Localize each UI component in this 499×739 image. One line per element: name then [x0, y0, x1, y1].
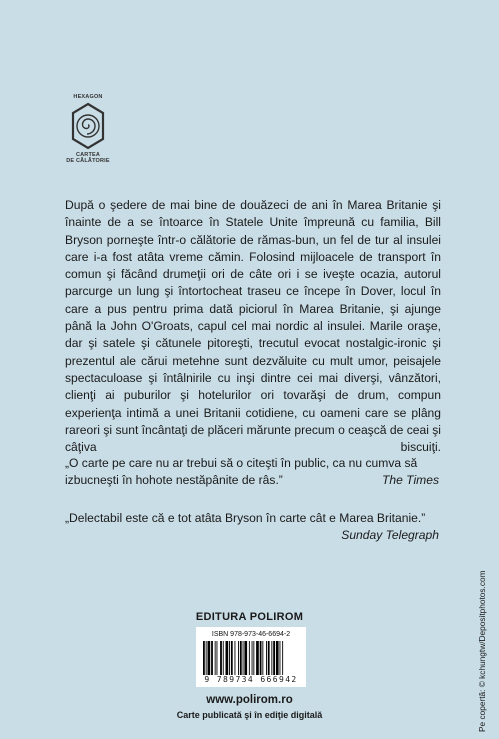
logo-bottom-line-2: DE CĂLĂTORIE [66, 158, 110, 164]
logo-bottom-text [64, 152, 112, 164]
publisher-name: EDITURA POLIROM [195, 611, 304, 623]
book-description: După o şedere de mai bine de douăzeci de ani în Marea Britanie şi înainte de a se întoarce în Statele Unite împreună cu familia, Bill Bryson porneşte într-o călătorie de rămas-bun, un fel de tur al insulei care i-a fost atâta vreme cămin. Folosind mijloacele de transport în comun şi făcând drumeţii ori de câte ori i se iveşte ocazia, autorul parcurge un lung şi întortocheat traseu ce începe în Dover, locul în care a pus pentru prima dată piciorul în Marea Britanie, şi ajunge până la John O'Groats, capul cel mai nordic al insulei. Marile oraşe, dar şi satele şi cătunele pitoreşti, trecutul evocat nostalgic-ironic şi prezentul ale cărui metehne sunt dezvăluite cu mult umor, peisajele spectaculoase şi întâlnirile cu inşi dintre cei mai diverşi, vânzători, clienţi ai puburilor şi hotelurilor ori tovarăşi de drum, compun experienţa intimă a unei Britanii cotidiene, cu oameni care se plâng rareori şi sunt încântaţi de plăceri mărunte precum o ceaşcă de ceai şi câţiva biscuiţi. [65, 198, 441, 455]
barcode-digits: 9 789734 666942 [204, 675, 298, 684]
website-link[interactable]: www.polirom.ro [206, 694, 293, 706]
digital-edition-note: Carte publicată şi în ediţie digitală [176, 710, 323, 720]
barcode [202, 641, 300, 675]
review-quote-1: „O carte pe care nu ar trebui să o citeşti în public, ca nu cumva să izbucneşti în hohote nestăpânite de râs.” [65, 456, 418, 488]
review-source-2: Sunday Telegraph [341, 528, 439, 542]
cover-credit: Pe copertă: © kchungtw/Depositphotos.com [477, 570, 487, 732]
logo-bottom-line-1: CARTEA [75, 152, 101, 158]
hexagon-logo [64, 94, 112, 166]
barcode-block [196, 627, 306, 687]
review-source-1: The Times [381, 473, 439, 487]
logo-top-text: HEXAGON [73, 94, 103, 100]
review-quote-2: „Delectabil este că e tot atâta Bryson în carte cât e Marea Britanie.” [65, 511, 426, 525]
spiral-icon [70, 102, 106, 150]
isbn-text: ISBN 978-973-46-6694-2 [211, 631, 291, 638]
